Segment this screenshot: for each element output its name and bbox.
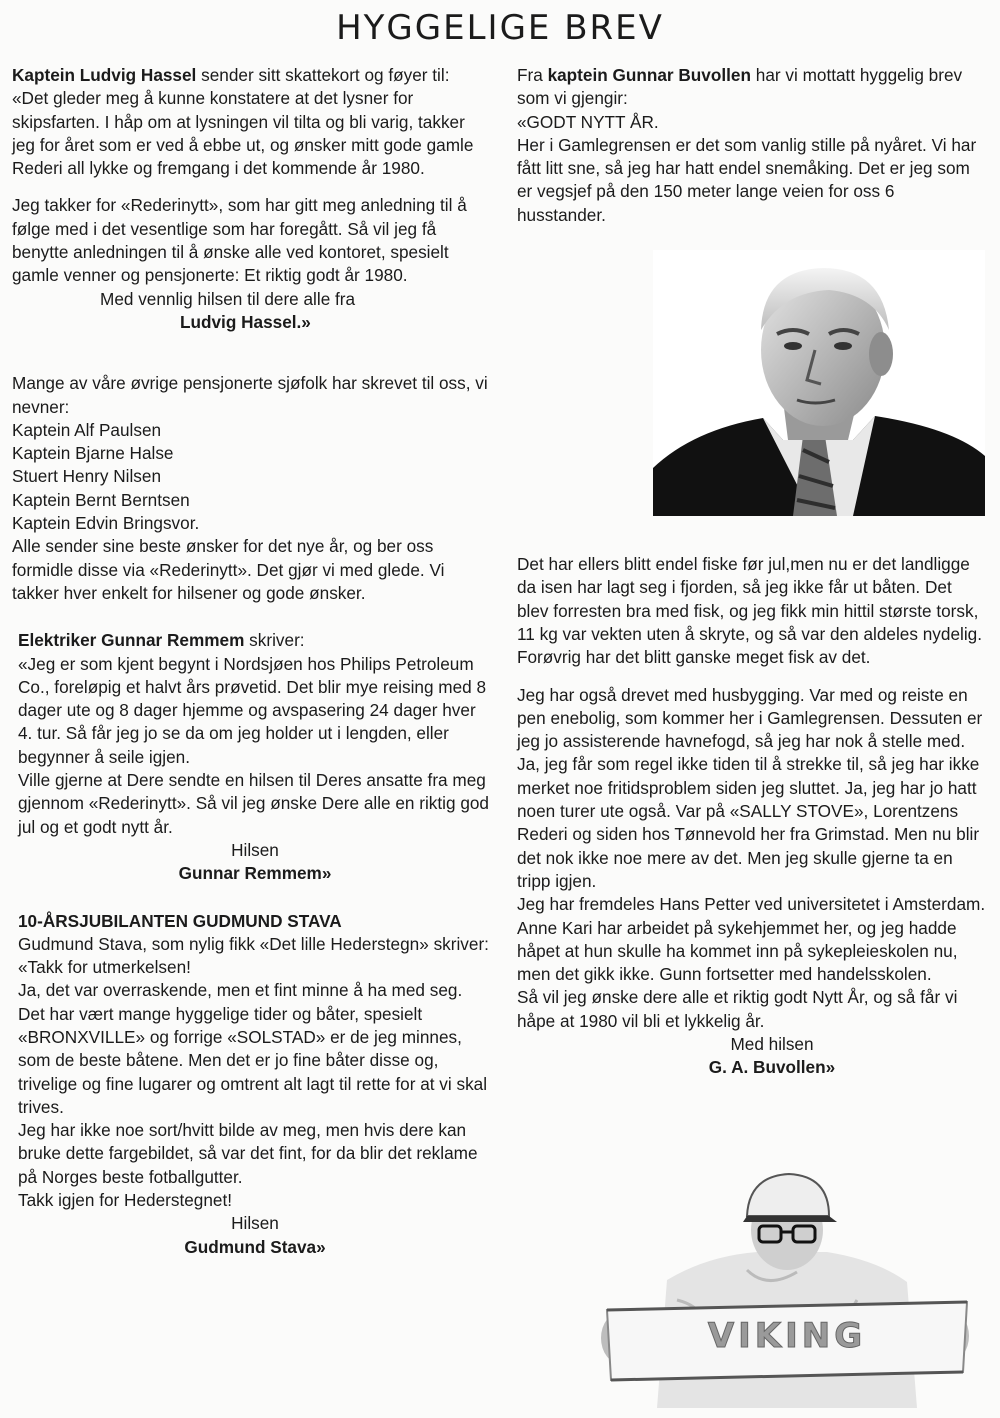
buvollen-intro [517, 64, 987, 111]
buvollen-paragraph-4: Jeg har fremdeles Hans Petter ved universitetet i Amsterdam. Anne Kari har arbeidet på sykehjemmet her, og jeg hadde håpet at hun skulle ha kommet inn på sykepleieskolen nu, men det gikk ikke. Gunn fortsetter med handelsskolen. [517, 894, 986, 985]
pensioner-name: Kaptein Bjarne Halse [12, 443, 174, 464]
stava-paragraph-2: Ja, det var overraskende, men et fint minne å ha med seg. [18, 980, 463, 1001]
buvollen-signature: G. A. Buvollen» [708, 1057, 836, 1078]
remmem-paragraph-2: Ville gjerne at Dere sendte en hilsen til Deres ansatte fra meg gjennom «Rederinytt». Så vil jeg ønske Dere alle en riktig god jul og et godt nytt år. [18, 770, 489, 837]
right-column [517, 64, 987, 1080]
hassel-paragraph-1: «Det gleder meg å kunne konstatere at det lysner for skipsfarten. I håp om at lysningen vil tilta og bli varig, takker jeg for året som er ved å ebbe ut, og ønsker mitt gode gamle Rederi all lykke og fremgang i det kommende år 1980. [12, 88, 474, 179]
portrait-illustration [653, 250, 985, 516]
stava-closing: Hilsen [231, 1213, 279, 1234]
remmem-intro-text: skriver: [244, 630, 305, 651]
stava-letter [12, 910, 492, 1259]
remmem-letter [12, 629, 492, 885]
pensioners-section [12, 372, 492, 605]
buvollen-paragraph-3: Jeg har også drevet med husbygging. Var med og reiste en pen enebolig, som kommer her i Gamlegrensen. Dessuten er jeg jo assisterende havnefogd, så jeg har nok å stelle med. Ja, jeg får som regel ikke tiden til å strekke til, så jeg har ikke merket noe fritidsproblem siden jeg sluttet. Ja, jeg har jo hatt noen turer ute også. Var på «SALLY STOVE», Lorentzens Rederi og siden hos Tønnevold her fra Grimstad. Men nu blir det nok ikke noe mere av det. Men jeg skulle gjerne ta en tripp igjen. [517, 684, 983, 891]
stava-paragraph-5: Takk igjen for Hederstegnet! [18, 1190, 233, 1211]
viking-banner-text: VIKING [707, 1316, 867, 1356]
hassel-signature: Ludvig Hassel.» [180, 311, 311, 332]
remmem-closing: Hilsen [231, 839, 279, 860]
buvollen-paragraph-1: Her i Gamlegrensen er det som vanlig stille på nyåret. Vi har fått litt sne, så jeg har hatt endel snemåking. Det er jeg som er vegsjef på den 150 meter lange veien for oss 6 husstander. [517, 134, 977, 225]
hassel-intro [12, 64, 492, 87]
page-title: HYGGELIGE BREV [336, 8, 664, 48]
remmem-paragraph-1: «Jeg er som kjent begynt i Nordsjøen hos Philips Petroleum Co., foreløpig et halvt års prøvetid. Det blir mye reising med 8 dager ute og 8 dager hjemme og avspasering 24 dager hver 4. tur. Så får jeg jo se da om jeg holder ut i lengden, eller begynner å seile igjen. [18, 653, 487, 767]
pensioner-name: Kaptein Edvin Bringsvor. [12, 513, 200, 534]
stava-heading: 10-ÅRSJUBILANTEN GUDMUND STAVA [18, 910, 342, 931]
pensioner-name: Kaptein Alf Paulsen [12, 419, 162, 440]
pensioners-intro: Mange av våre øvrige pensjonerte sjøfolk har skrevet til oss, vi nevner: [12, 373, 488, 417]
stava-signature: Gudmund Stava» [184, 1236, 326, 1257]
remmem-signature: Gunnar Remmem» [178, 863, 332, 884]
buvollen-greeting: «GODT NYTT ÅR. [517, 111, 659, 132]
photo-stava-viking-banner [597, 1160, 977, 1408]
pensioners-outro: Alle sender sine beste ønsker for det nye år, og ber oss formidle disse via «Rederinytt». Det gjør vi med glede. Vi takker hver enkelt for hilsener og gode ønsker. [12, 536, 445, 603]
buvollen-paragraph-2: Det har ellers blitt endel fiske før jul,men nu er det landligge da isen har lagt seg i fjorden, så jeg ikke får ut båten. Det blev forresten bra med fisk, og jeg fikk min hittil største torsk, 11 kg var vekten uten å skryte, og så var den aldeles nydelig. Forøvrig har det blitt ganske meget fisk av det. [517, 554, 982, 668]
stava-illustration [597, 1160, 977, 1408]
left-column [12, 64, 492, 1259]
pensioner-name: Stuert Henry Nilsen [12, 466, 162, 487]
stava-paragraph-4: Jeg har ikke noe sort/hvitt bilde av meg, men hvis dere kan bruke dette fargebildet, så var det fint, for da blir det reklame på Norges beste fotballgutter. [18, 1120, 478, 1187]
buvollen-name: kaptein Gunnar Buvollen [547, 65, 751, 85]
portrait-photo-buvollen [653, 250, 985, 516]
hassel-name: Kaptein Ludvig Hassel [12, 65, 197, 85]
buvollen-closing: Med hilsen [730, 1034, 814, 1055]
stava-intro: Gudmund Stava, som nylig fikk «Det lille Hederstegn» skriver: [18, 933, 489, 954]
buvollen-intro-pre: Fra [517, 65, 548, 85]
buvollen-intro-text: har vi mottatt hyggelig brev som vi gjengir: [517, 65, 963, 109]
stava-paragraph-1: «Takk for utmerkelsen! [18, 957, 191, 978]
hassel-closing: Med vennlig hilsen til dere alle fra [100, 288, 356, 309]
hassel-paragraph-2: Jeg takker for «Rederinytt», som har gitt meg anledning til å følge med i det vesentlige som har foregått. Så vil jeg få benytte anledningen til å ønske alle ved kontoret, spesielt gamle venner og pensjonerte: Et riktig godt år 1980. [12, 195, 467, 286]
remmem-name: Elektriker Gunnar Remmem [18, 630, 245, 651]
buvollen-paragraph-5: Så vil jeg ønske dere alle et riktig godt Nytt År, og så får vi håpe at 1980 vil bli et lykkelig år. [517, 987, 958, 1031]
remmem-intro [18, 629, 492, 652]
hassel-letter [12, 64, 492, 334]
buvollen-letter-part-2 [517, 553, 987, 1080]
hassel-intro-text: sender sitt skattekort og føyer til: [196, 65, 450, 85]
buvollen-letter-part-1 [517, 64, 987, 227]
stava-paragraph-3: Det har vært mange hyggelige tider og båter, spesielt «BRONXVILLE» og forrige «SOLSTAD» er de jeg minnes, som de beste båtene. Men det er jo fine båter disse og, trivelige og fine lugarer og omtrent alt lagt til rette for at vi skal trives. [18, 1003, 488, 1117]
pensioner-name: Kaptein Bernt Berntsen [12, 489, 190, 510]
